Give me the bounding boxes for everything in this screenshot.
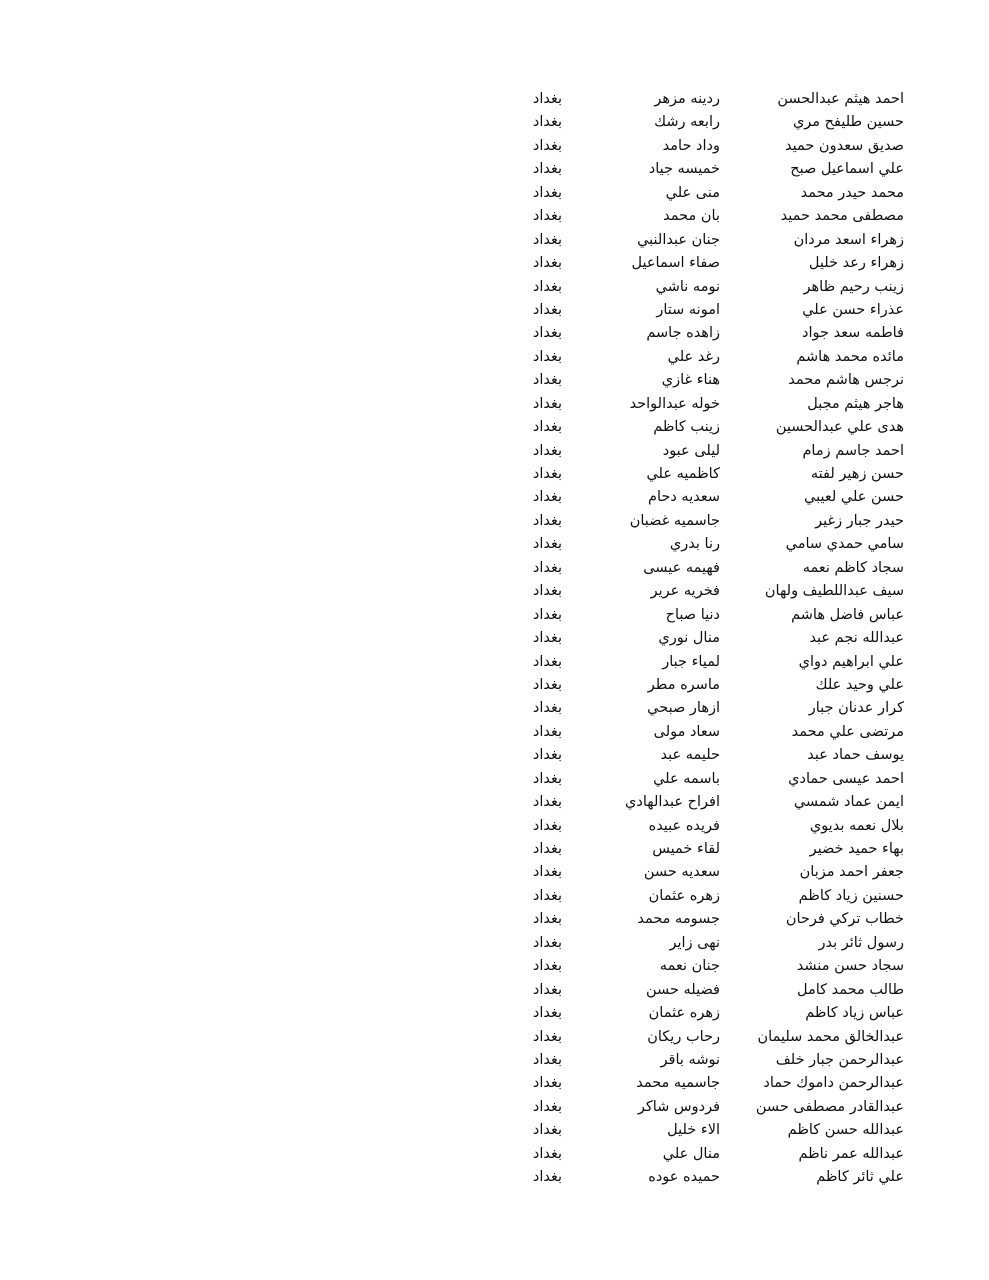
list-item (520, 674, 910, 697)
mother-name: سعديه حسن (643, 864, 720, 881)
mother-name: هناء غازي (661, 372, 720, 389)
city-name: بغداد (532, 747, 562, 764)
list-item (520, 299, 910, 322)
list-item (520, 955, 910, 978)
mother-name: ماسره مطر (647, 676, 720, 693)
city-name: بغداد (532, 1145, 562, 1162)
list-item (520, 1072, 910, 1095)
mother-name: خوله عبدالواحد (629, 395, 720, 412)
person-name: علي ابراهيم دواي (798, 653, 904, 670)
mother-name: ازهار صبحي (647, 700, 720, 717)
list-item (520, 1166, 910, 1189)
mother-name: فريده عبيده (648, 817, 720, 834)
person-name: عبدالرحمن جبار خلف (775, 1051, 904, 1068)
city-name: بغداد (532, 114, 562, 131)
list-item (520, 111, 910, 134)
person-name: احمد عيسى حمادي (788, 770, 904, 787)
list-item (520, 1096, 910, 1119)
person-name: سجاد حسن منشد (796, 958, 904, 975)
person-name: نرجس هاشم محمد (788, 372, 904, 389)
city-name: بغداد (532, 536, 562, 553)
list-item (520, 252, 910, 275)
mother-name: نوشه باقر (660, 1051, 720, 1068)
list-item (520, 486, 910, 509)
person-name: علي وحيد علك (815, 676, 904, 693)
city-name: بغداد (532, 1028, 562, 1045)
city-name: بغداد (532, 911, 562, 928)
list-item (520, 651, 910, 674)
mother-name: لقاء خميس (652, 841, 720, 857)
person-name: بهاء حميد خضير (809, 841, 904, 857)
person-name: هدى علي عبدالحسين (775, 419, 904, 436)
mother-name: زهره عثمان (648, 1005, 720, 1022)
person-name: عذراء حسن علي (802, 301, 904, 318)
mother-name: رابعه رشك (654, 114, 720, 131)
person-name: حسنين زياد كاظم (798, 887, 904, 904)
list-item (520, 604, 910, 627)
person-name: حسن زهير لفته (810, 466, 904, 482)
list-item (520, 276, 910, 299)
mother-name: جاسميه غضبان (629, 512, 720, 529)
list-item (520, 557, 910, 580)
list-item (520, 580, 910, 603)
person-name: حيدر جبار زغير (815, 512, 904, 529)
mother-name: فردوس شاكر (637, 1098, 720, 1115)
mother-name: سعاد مولى (653, 723, 720, 740)
city-name: بغداد (532, 372, 562, 389)
list-item (520, 346, 910, 369)
mother-name: وداد حامد (662, 137, 720, 154)
city-name: بغداد (532, 161, 562, 178)
city-name: بغداد (532, 864, 562, 881)
city-name: بغداد (532, 1005, 562, 1022)
mother-name: جنان نعمه (659, 958, 720, 975)
city-name: بغداد (532, 1098, 562, 1115)
mother-name: زهره عثمان (648, 887, 720, 904)
city-name: بغداد (532, 981, 562, 998)
city-name: بغداد (532, 1122, 562, 1139)
city-name: بغداد (532, 1169, 562, 1186)
person-name: طالب محمد كامل (796, 981, 904, 998)
person-name: رسول ثائر بدر (818, 934, 904, 951)
person-name: احمد هيثم عبدالحسن (777, 91, 904, 107)
person-name: عبدالرحمن داموك حماد (763, 1075, 904, 1092)
city-name: بغداد (532, 348, 562, 365)
city-name: بغداد (532, 278, 562, 295)
list-item (520, 908, 910, 931)
mother-name: منى علي (665, 184, 720, 201)
city-name: بغداد (532, 653, 562, 670)
mother-name: صفاء اسماعيل (631, 255, 720, 272)
city-name: بغداد (532, 395, 562, 412)
list-item (520, 463, 910, 486)
list-item (520, 838, 910, 861)
mother-name: امونه ستار (656, 301, 720, 318)
list-item (520, 440, 910, 463)
city-name: بغداد (532, 301, 562, 318)
person-name: عبدالله حسن كاظم (787, 1122, 904, 1139)
mother-name: فهيمه عيسى (643, 559, 720, 576)
list-item (520, 791, 910, 814)
city-name: بغداد (532, 700, 562, 717)
person-name: مائده محمد هاشم (796, 348, 904, 365)
list-item (520, 416, 910, 439)
city-name: بغداد (532, 559, 562, 576)
mother-name: جسومه محمد (637, 911, 720, 928)
mother-name: نهى زاير (669, 934, 720, 951)
list-item (520, 1049, 910, 1072)
city-name: بغداد (532, 770, 562, 787)
person-name: عبدالله عمر ناظم (798, 1145, 904, 1162)
mother-name: سعديه دحام (648, 489, 720, 506)
mother-name: رغد علي (667, 348, 720, 365)
mother-name: حميده عوده (648, 1169, 720, 1186)
mother-name: ليلى عبود (662, 442, 720, 459)
person-name: عباس زياد كاظم (805, 1005, 904, 1022)
city-name: بغداد (532, 958, 562, 975)
person-name: بلال نعمه بديوي (809, 817, 904, 834)
city-name: بغداد (532, 466, 562, 482)
city-name: بغداد (532, 231, 562, 248)
city-name: بغداد (532, 817, 562, 834)
city-name: بغداد (532, 887, 562, 904)
person-name: سيف عبداللطيف ولهان (764, 583, 904, 600)
list-item (520, 627, 910, 650)
mother-name: خميسه جياد (648, 161, 720, 178)
person-name: صديق سعدون حميد (784, 137, 904, 154)
city-name: بغداد (532, 630, 562, 647)
city-name: بغداد (532, 606, 562, 623)
mother-name: منال علي (662, 1145, 720, 1162)
person-name: محمد حيدر محمد (800, 184, 904, 201)
mother-name: زاهده جاسم (646, 325, 720, 342)
person-name: مرتضى علي محمد (791, 723, 904, 740)
person-name: علي اسماعيل صبح (790, 161, 904, 178)
mother-name: افراح عبدالهادي (625, 794, 720, 811)
mother-name: فضيله حسن (645, 981, 720, 998)
list-item (520, 533, 910, 556)
list-item (520, 768, 910, 791)
list-item (520, 1119, 910, 1142)
list-item (520, 1002, 910, 1025)
mother-name: كاظميه علي (646, 466, 720, 482)
city-name: بغداد (532, 489, 562, 506)
city-name: بغداد (532, 723, 562, 740)
city-name: بغداد (532, 1051, 562, 1068)
person-name: ايمن عماد شمسي (793, 794, 904, 811)
mother-name: جاسميه محمد (636, 1075, 720, 1092)
mother-name: ردينه مزهر (654, 91, 720, 107)
mother-name: زينب كاظم (653, 419, 720, 436)
city-name: بغداد (532, 184, 562, 201)
person-name: جعفر احمد مزبان (799, 864, 904, 881)
mother-name: حليمه عبد (660, 747, 720, 764)
person-name: حسين طليفح مري (792, 114, 904, 131)
list-item (520, 158, 910, 181)
list-item (520, 229, 910, 252)
person-name: علي ثائر كاظم (816, 1169, 904, 1186)
list-item (520, 744, 910, 767)
mother-name: دنيا صباح (665, 606, 720, 623)
person-name: عباس فاضل هاشم (791, 606, 904, 623)
person-name: خطاب تركي فرحان (785, 911, 904, 928)
list-item (520, 1143, 910, 1166)
mother-name: رنا بدري (669, 536, 720, 553)
mother-name: باسمه علي (653, 770, 720, 787)
list-item (520, 322, 910, 345)
person-name: سجاد كاظم نعمه (802, 559, 904, 576)
city-name: بغداد (532, 841, 562, 857)
mother-name: نومه ناشي (655, 278, 720, 295)
person-name: سامي حمدي سامي (785, 536, 904, 553)
person-name: كرار عدنان جبار (808, 700, 904, 717)
list-item (520, 815, 910, 838)
city-name: بغداد (532, 137, 562, 154)
person-name: مصطفى محمد حميد (780, 208, 904, 225)
list-item (520, 135, 910, 158)
list-item (520, 510, 910, 533)
mother-name: فخريه عرير (650, 583, 720, 600)
names-list (520, 88, 910, 1190)
list-item (520, 885, 910, 908)
mother-name: جنان عبدالنبي (637, 231, 720, 248)
person-name: زينب رحيم ظاهر (803, 278, 904, 295)
mother-name: الاء خليل (667, 1122, 720, 1139)
list-item (520, 182, 910, 205)
person-name: عبدالقادر مصطفى حسن (755, 1098, 904, 1115)
list-item (520, 205, 910, 228)
person-name: يوسف حماد عبد (807, 747, 904, 764)
city-name: بغداد (532, 676, 562, 693)
city-name: بغداد (532, 419, 562, 436)
list-item (520, 721, 910, 744)
list-item (520, 393, 910, 416)
mother-name: رحاب ريكان (647, 1028, 720, 1045)
city-name: بغداد (532, 794, 562, 811)
person-name: زهراء اسعد مردان (793, 231, 904, 248)
person-name: عبدالخالق محمد سليمان (757, 1028, 904, 1045)
city-name: بغداد (532, 1075, 562, 1092)
list-item (520, 697, 910, 720)
person-name: احمد جاسم زمام (802, 442, 904, 459)
list-item (520, 979, 910, 1002)
city-name: بغداد (532, 512, 562, 529)
city-name: بغداد (532, 325, 562, 342)
city-name: بغداد (532, 442, 562, 459)
city-name: بغداد (532, 255, 562, 272)
mother-name: منال نوري (658, 630, 720, 647)
person-name: حسن علي لعيبي (804, 489, 904, 506)
list-item (520, 861, 910, 884)
list-item (520, 369, 910, 392)
list-item (520, 88, 910, 111)
person-name: فاطمه سعد جواد (802, 325, 904, 342)
list-item (520, 1026, 910, 1049)
mother-name: بان محمد (663, 208, 720, 225)
person-name: عبدالله نجم عبد (809, 630, 904, 647)
city-name: بغداد (532, 208, 562, 225)
list-item (520, 932, 910, 955)
city-name: بغداد (532, 934, 562, 951)
city-name: بغداد (532, 583, 562, 600)
mother-name: لمياء جبار (662, 653, 720, 670)
city-name: بغداد (532, 91, 562, 107)
person-name: زهراء رعد خليل (808, 255, 904, 272)
person-name: هاجر هيثم مجبل (807, 395, 904, 412)
